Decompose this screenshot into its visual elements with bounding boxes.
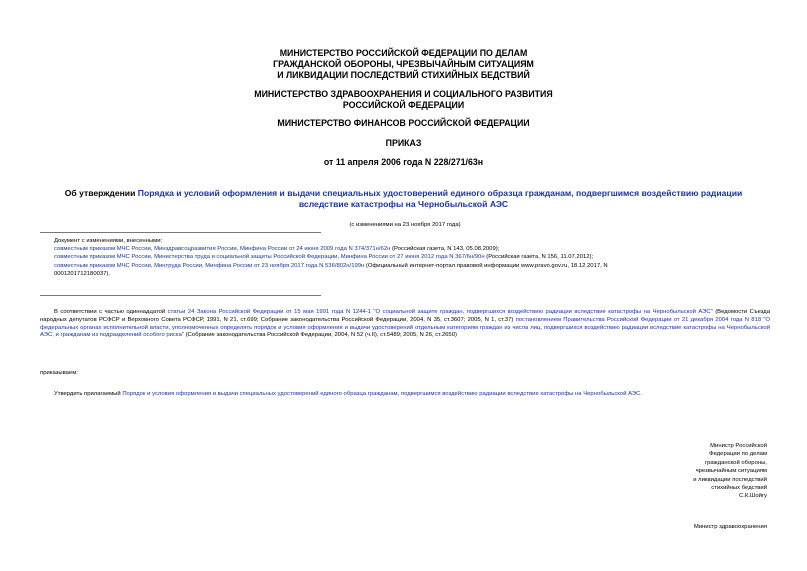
- ministry-health-header: [0, 89, 807, 111]
- signature-line: и ликвидации последствий: [693, 476, 767, 483]
- amendments-top-divider: [40, 232, 321, 233]
- amendment-item-continuation: 0001201712180037).: [54, 270, 111, 277]
- header-line: И ЛИКВИДАЦИИ ПОСЛЕДСТВИЙ СТИХИЙНЫХ БЕДСТВИЙ: [277, 70, 530, 80]
- signature-name: С.К.Шойгу: [738, 493, 767, 500]
- approve-paragraph: [40, 391, 770, 399]
- document-title: [40, 188, 767, 210]
- order-type-heading: ПРИКАЗ: [385, 138, 422, 148]
- header-line: ГРАЖДАНСКОЙ ОБОРОНЫ, ЧРЕЗВЫЧАЙНЫМ СИТУАЦИЯМ: [273, 59, 534, 69]
- signature-line: Министр здравоохранения: [693, 524, 767, 530]
- amendment-link[interactable]: совместным приказом МЧС России, Министерства труда и социальной защиты Российской Федерации, Минфина России от 27 июня 2012 года N 367/6н/90н: [54, 254, 485, 261]
- preamble-source: (Собрание законодательства Российской Федерации, 2004, N 52 (ч.II), ст.5489; 2005, N 26, ст.2650): [185, 332, 457, 339]
- amendments-list: [40, 237, 770, 278]
- signature-line: стихийных бедствий: [711, 485, 767, 492]
- amendments-bottom-divider: [40, 295, 321, 296]
- signature-block: [657, 442, 767, 501]
- order-date: от 11 апреля 2006 года N 228/271/63н: [323, 157, 484, 167]
- amendment-source: (Российская газета, N 143, 05.08.2009);: [392, 246, 500, 253]
- preamble-text: В соответствии с частью одиннадцатой: [54, 309, 166, 315]
- amendment-status: (с изменениями на 23 ноября 2017 года): [349, 222, 461, 228]
- signature-line: Федерации по делам: [709, 451, 767, 458]
- amendment-item: [40, 245, 770, 253]
- order-word: приказываем:: [40, 370, 78, 376]
- title-prefix: Об утверждении: [64, 188, 136, 198]
- title-link[interactable]: Порядка и условий оформления и выдачи специальных удостоверений единого образца гражданам, подвергшимся воздействию радиации вследствие катастрофы на Чернобыльской АЭС: [137, 188, 743, 209]
- amendment-item: [40, 253, 770, 261]
- header-line: МИНИСТЕРСТВО РОССИЙСКОЙ ФЕДЕРАЦИИ ПО ДЕЛАМ: [279, 48, 528, 58]
- preamble-paragraph: [40, 309, 770, 340]
- preamble-source: (Ведомости Съезда народных депутатов РСФСР и Верховного Совета РСФСР, 1991, N 21, ст.699; Собрание законодательства Российской Федерации, 2004, N 35, ст.3607; 2005, N 1, ст.37): [40, 309, 771, 323]
- header-line: МИНИСТЕРСТВО ЗДРАВООХРАНЕНИЯ И СОЦИАЛЬНОГО РАЗВИТИЯ: [254, 89, 553, 99]
- amendment-item: [40, 262, 770, 270]
- signature-line: чрезвычайным ситуациям: [695, 468, 767, 475]
- amendment-source: (Российская газета, N 156, 11.07.2012);: [486, 254, 594, 261]
- ministry-finance-header: МИНИСТЕРСТВО ФИНАНСОВ РОССИЙСКОЙ ФЕДЕРАЦИИ: [277, 118, 530, 128]
- signature-line: гражданской обороны,: [704, 459, 767, 466]
- amendment-link[interactable]: совместным приказом МЧС России, Минтруда России, Минфина России от 23 ноября 2017 года N 536/802н/199н: [54, 262, 365, 269]
- ministry-emergency-header: [0, 48, 807, 81]
- amendment-source: (Официальный интернет-портал правовой информации www.pravo.gov.ru, 18.12.2017, N: [365, 262, 608, 269]
- amendment-link[interactable]: совместным приказом МЧС России, Минздравсоцразвития России, Минфина России от 24 июня 2009 года N 374/371н/62н: [54, 246, 391, 253]
- approve-prefix: Утвердить прилагаемый: [54, 391, 121, 397]
- signature-block: [657, 523, 767, 531]
- amendments-intro: Документ с изменениями, внесенными:: [54, 238, 163, 244]
- amendments-block: [40, 222, 770, 228]
- header-line: РОССИЙСКОЙ ФЕДЕРАЦИИ: [342, 100, 465, 110]
- approve-link[interactable]: Порядок и условия оформления и выдачи специальных удостоверений единого образца гражданам, подвергшимся воздействию радиации вследствие катастрофы на Чернобыльской АЭС.: [122, 391, 643, 397]
- resolution-link[interactable]: постановлением Правительства Российской Федерации от 21 декабря 2004 года N 818 "О федеральных органах исполнительной власти, уполномоченных определять порядок и условия оформления и выдачи удостоверений отдельным категориям граждан из числа лиц, подвергшихся воздействию радиации вследствие катастрофы на Чернобыльской АЭС, и гражданам из подразделений особого риска": [40, 316, 771, 339]
- signature-line: Министр Российской: [710, 443, 767, 449]
- law-link[interactable]: статьи 24 Закона Российской Федерации от 15 мая 1991 года N 1244-1 "О социальной защите граждан, подвергшихся воздействию радиации вследствие катастрофы на Чернобыльской АЭС": [167, 309, 713, 315]
